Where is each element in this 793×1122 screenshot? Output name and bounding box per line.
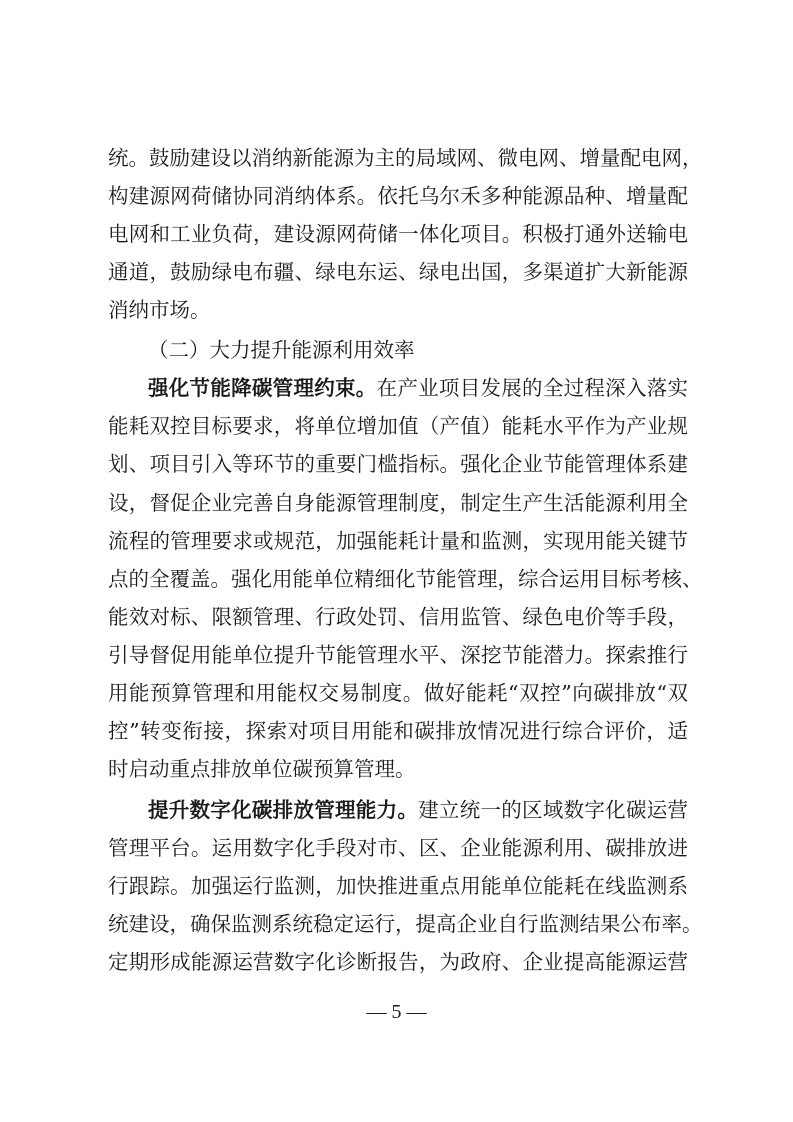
paragraph-line: 划、项目引入等环节的重要门槛指标。强化企业节能管理体系建 [108, 452, 688, 476]
paragraph-line: 管理平台。运用数字化手段对市、区、企业能源利用、碳排放进 [108, 836, 688, 860]
paragraph-line: 消纳市场。 [108, 298, 211, 322]
paragraph-first-line [148, 376, 688, 400]
paragraph-lead: 强化节能降碳管理约束。 [148, 376, 377, 400]
paragraph-line: 用能预算管理和用能权交易制度。做好能耗“双控”向碳排放“双 [108, 681, 688, 705]
paragraph-line: 设，督促企业完善自身能源管理制度，制定生产生活能源利用全 [108, 491, 688, 515]
paragraph-line: 能耗双控目标要求，将单位增加值（产值）能耗水平作为产业规 [108, 414, 688, 438]
paragraph-line: 通道，鼓励绿电布疆、绿电东运、绿电出国，多渠道扩大新能源 [108, 260, 688, 284]
paragraph-line: 构建源网荷储协同消纳体系。依托乌尔禾多种能源品种、增量配 [108, 184, 688, 208]
paragraph-line: 能效对标、限额管理、行政处罚、信用监管、绿色电价等手段， [108, 605, 688, 629]
paragraph-line: 行跟踪。加强运行监测，加快推进重点用能单位能耗在线监测系 [108, 874, 688, 898]
section-heading: （二）大力提升能源利用效率 [148, 338, 415, 362]
paragraph-lead: 提升数字化碳排放管理能力。 [148, 798, 419, 822]
page-number: — 5 — [366, 1001, 427, 1023]
paragraph-line: 控”转变衔接，探索对项目用能和碳排放情况进行综合评价，适 [108, 719, 688, 743]
paragraph-line: 电网和工业负荷，建设源网荷储一体化项目。积极打通外送输电 [108, 222, 688, 246]
paragraph-line: 引导督促用能单位提升节能管理水平、深挖节能潜力。探索推行 [108, 643, 688, 667]
paragraph-line: 统。鼓励建设以消纳新能源为主的局域网、微电网、增量配电网， [108, 146, 703, 170]
paragraph-text: 在产业项目发展的全过程深入落实 [376, 376, 689, 400]
paragraph-first-line [148, 798, 688, 822]
paragraph-line: 时启动重点排放单位碳预算管理。 [108, 757, 416, 781]
paragraph-line: 统建设，确保监测系统稳定运行，提高企业自行监测结果公布率。 [108, 912, 703, 936]
paragraph-text: 建立统一的区域数字化碳运营 [418, 798, 688, 822]
paragraph-line: 流程的管理要求或规范，加强能耗计量和监测，实现用能关键节 [108, 529, 688, 553]
paragraph-line: 点的全覆盖。强化用能单位精细化节能管理，综合运用目标考核、 [108, 567, 703, 591]
paragraph-line: 定期形成能源运营数字化诊断报告，为政府、企业提高能源运营 [108, 950, 688, 974]
